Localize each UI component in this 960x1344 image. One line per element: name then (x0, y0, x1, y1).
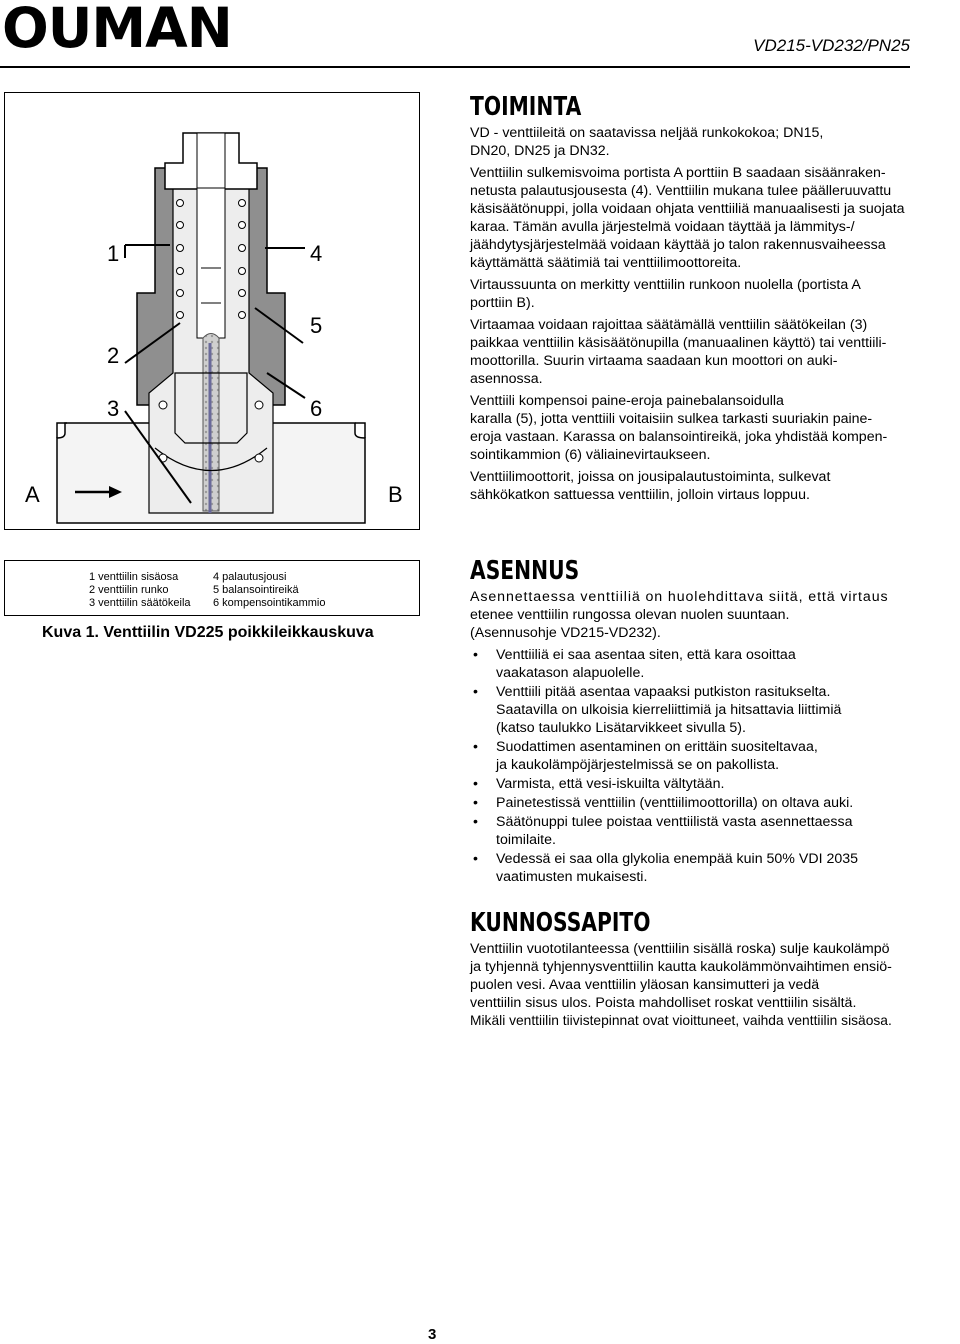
list-item (470, 683, 960, 737)
legend-item: 5 balansointireikä (213, 584, 299, 596)
text-line: Mikäli venttiilin tiivistepinnat ovat vioittuneet, vaihda venttiilin sisäosa. (470, 1013, 892, 1028)
text-line: Venttiilin vuototilanteessa (venttiilin sisällä roska) sulje kaukolämpö (470, 941, 890, 957)
text-line: Painetestissä venttiilin (venttiilimoottorilla) on oltava auki. (496, 795, 854, 811)
kunnossapito-paragraph (470, 940, 960, 1030)
document-id: VD215-VD232/PN25 (753, 36, 910, 55)
text-line: moottorilla. Suurin virtaama saadaan kun moottori on auki- (470, 353, 838, 369)
legend-item: 1 venttiilin sisäosa (89, 571, 179, 583)
text-line: Säätönuppi tulee poistaa venttiilistä vasta asennettaessa (496, 814, 853, 830)
asennus-section (470, 556, 960, 887)
asennus-intro (470, 588, 960, 642)
text-line: käsisäätönuppi, jolla voidaan ohjata venttiiliä manuaalisesti ja suojata (470, 201, 905, 217)
text-line: Virtaussuunta on merkitty venttiilin runkoon nuolella (portista A (470, 277, 861, 293)
list-item (470, 646, 960, 682)
legend-left-column (89, 571, 191, 610)
list-item (470, 775, 960, 793)
installation-list (470, 646, 960, 886)
text-line: (katso taulukko Lisätarvikkeet sivulla 5). (496, 720, 746, 736)
text-line: etenee venttiilin rungossa olevan nuolen suuntaan. (470, 607, 790, 623)
text-line: Vedessä ei saa olla glykolia enempää kuin 50% VDI 2035 (496, 851, 859, 867)
valve-cross-section-drawing (5, 93, 419, 529)
text-line: eroja vastaan. Karassa on balansointireikä, joka yhdistää kompen- (470, 429, 888, 445)
text-line: Venttiili kompensoi paine-eroja painebalansoidulla (470, 393, 784, 409)
text-line: netusta palautusjousesta (4). Venttiilin mukana tulee päälleruuvattu (470, 183, 892, 199)
label-4: 4 (310, 241, 323, 266)
bullet-icon: • (473, 739, 478, 755)
toiminta-heading: TOIMINTA (470, 92, 582, 122)
text-line: Virtaamaa voidaan rajoittaa säätämällä venttiilin säätökeilan (3) (470, 317, 868, 333)
figure-legend (4, 560, 420, 616)
text-line: karalla (5), jotta venttiili voitaisiin sulkea tarkasti suuriakin paine- (470, 411, 873, 427)
kunnossapito-heading: KUNNOSSAPITO (470, 908, 651, 938)
text-line: puolen vesi. Avaa venttiilin yläosan kansimutteri ja vedä (470, 977, 820, 993)
toiminta-paragraph (470, 316, 960, 388)
port-b-label: B (388, 482, 403, 507)
text-line: porttiin B). (470, 295, 535, 311)
text-line: Venttiili pitää asentaa vapaaksi putkiston rasitukselta. (496, 684, 831, 700)
legend-item: 4 palautusjousi (213, 571, 287, 583)
port-a-label: A (25, 482, 40, 507)
toiminta-paragraph (470, 164, 960, 272)
text-line: paikkaa venttiilin käsisäätönupilla (manuaalinen käyttö) tai venttiili- (470, 335, 887, 351)
text-line: Asennettaessa venttiiliä on huolehdittava siitä, että virtaus (470, 589, 889, 605)
header-rule (0, 66, 910, 68)
ouman-logo: OUMAN (2, 0, 232, 60)
bullet-icon: • (473, 776, 478, 792)
toiminta-paragraph (470, 124, 960, 160)
text-line: Varmista, että vesi-iskuilta vältytään. (496, 776, 725, 792)
kunnossapito-section (470, 908, 960, 1034)
list-item (470, 738, 960, 774)
label-5: 5 (310, 313, 323, 338)
list-item (470, 813, 960, 849)
bullet-icon: • (473, 851, 478, 867)
text-line: vaatimusten mukaisesti. (496, 869, 648, 885)
legend-item: 2 venttiilin runko (89, 584, 169, 596)
text-line: venttiilin sisus ulos. Poista mahdolliset roskat venttiilin sisältä. (470, 995, 857, 1011)
asennus-heading: ASENNUS (470, 556, 580, 586)
legend-right-column (213, 571, 326, 610)
text-line: Saatavilla on ulkoisia kierreliittimiä ja hitsattavia liittimiä (496, 702, 842, 718)
text-line: sointikammion (6) väliainevirtaukseen. (470, 447, 711, 463)
figure-caption: Kuva 1. Venttiilin VD225 poikkileikkauskuva (42, 624, 374, 641)
toiminta-paragraph (470, 468, 960, 504)
text-line: karaa. Tämän avulla järjestelmä voidaan täyttää ja lämmitys-/ (470, 219, 855, 235)
legend-item: 3 venttiilin säätökeila (89, 597, 191, 609)
list-item (470, 850, 960, 886)
bullet-icon: • (473, 814, 478, 830)
text-line: DN20, DN25 ja DN32. (470, 143, 610, 159)
text-line: sähkökatkon sattuessa venttiilin, jolloin virtaus loppuu. (470, 487, 810, 503)
toiminta-paragraph (470, 276, 960, 312)
list-item (470, 794, 960, 812)
label-1: 1 (107, 241, 120, 266)
label-6: 6 (310, 396, 323, 421)
text-line: Suodattimen asentaminen on erittäin suositeltavaa, (496, 739, 818, 755)
label-3: 3 (107, 396, 120, 421)
valve-cross-section-figure (4, 92, 420, 530)
text-line: Venttiiliä ei saa asentaa siten, että kara osoittaa (496, 647, 796, 663)
toiminta-paragraph (470, 392, 960, 464)
text-line: Venttiilimoottorit, joissa on jousipalautustoiminta, sulkevat (470, 469, 831, 485)
text-line: käyttämättä säätimiä tai venttiilimoottoreita. (470, 255, 742, 271)
text-line: asennossa. (470, 371, 543, 387)
bullet-icon: • (473, 647, 478, 663)
text-line: ja tyhjennä tyhjennysventtiilin kautta kaukolämmönvaihtimen ensiö- (470, 959, 892, 975)
label-2: 2 (107, 343, 120, 368)
text-line: jäähdytysjärjestelmää voidaan käyttää jo talon rakennusvaiheessa (470, 237, 886, 253)
legend-item: 6 kompensointikammio (213, 597, 326, 609)
text-line: ja kaukolämpöjärjestelmissä se on pakollista. (496, 757, 780, 773)
text-line: toimilaite. (496, 832, 556, 848)
bullet-icon: • (473, 684, 478, 700)
text-line: Venttiilin sulkemisvoima portista A porttiin B saadaan sisäänraken- (470, 165, 886, 181)
text-line: (Asennusohje VD215-VD232). (470, 625, 661, 641)
page-number: 3 (428, 1326, 437, 1343)
toiminta-section (470, 92, 960, 508)
bullet-icon: • (473, 795, 478, 811)
text-line: VD - venttiileitä on saatavissa neljää runkokokoa; DN15, (470, 125, 824, 141)
text-line: vaakatason alapuolelle. (496, 665, 645, 681)
